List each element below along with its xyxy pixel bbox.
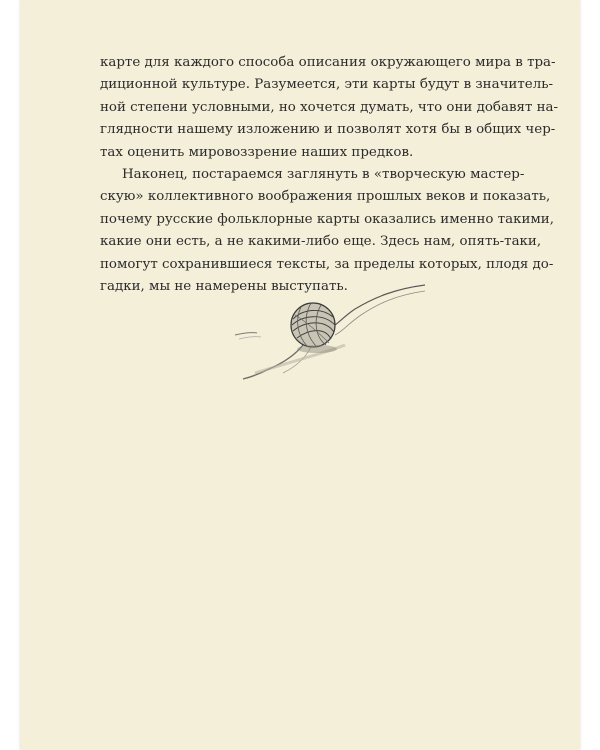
text-line: тах оценить мировоззрение наших предков. — [100, 144, 414, 160]
text-line: глядности нашему изложению и позволят хотя бы в общих чер- — [100, 122, 556, 138]
body-text — [100, 52, 559, 298]
book-page — [20, 0, 580, 750]
text-line: диционной культуре. Разумеется, эти карты будут в значитель- — [100, 77, 554, 93]
text-line: карте для каждого способа описания окружающего мира в тра- — [100, 55, 556, 70]
text-line: Наконец, постараемся заглянуть в «творческую мастер- — [122, 166, 525, 182]
text-line: какие они есть, а не какими-либо еще. Здесь нам, опять-таки, — [100, 234, 542, 250]
text-line: ной степени условными, но хочется думать, что они добавят на- — [100, 99, 559, 115]
text-line: скую» коллективного воображения прошлых веков и показать, — [100, 189, 551, 205]
text-line: помогут сохранившиеся тексты, за пределы которых, плодя до- — [100, 256, 554, 272]
text-line: гадки, мы не намерены выступать. — [100, 278, 348, 294]
text-line: почему русские фольклорные карты оказались именно такими, — [100, 211, 554, 227]
ball-of-yarn-icon — [225, 275, 425, 385]
